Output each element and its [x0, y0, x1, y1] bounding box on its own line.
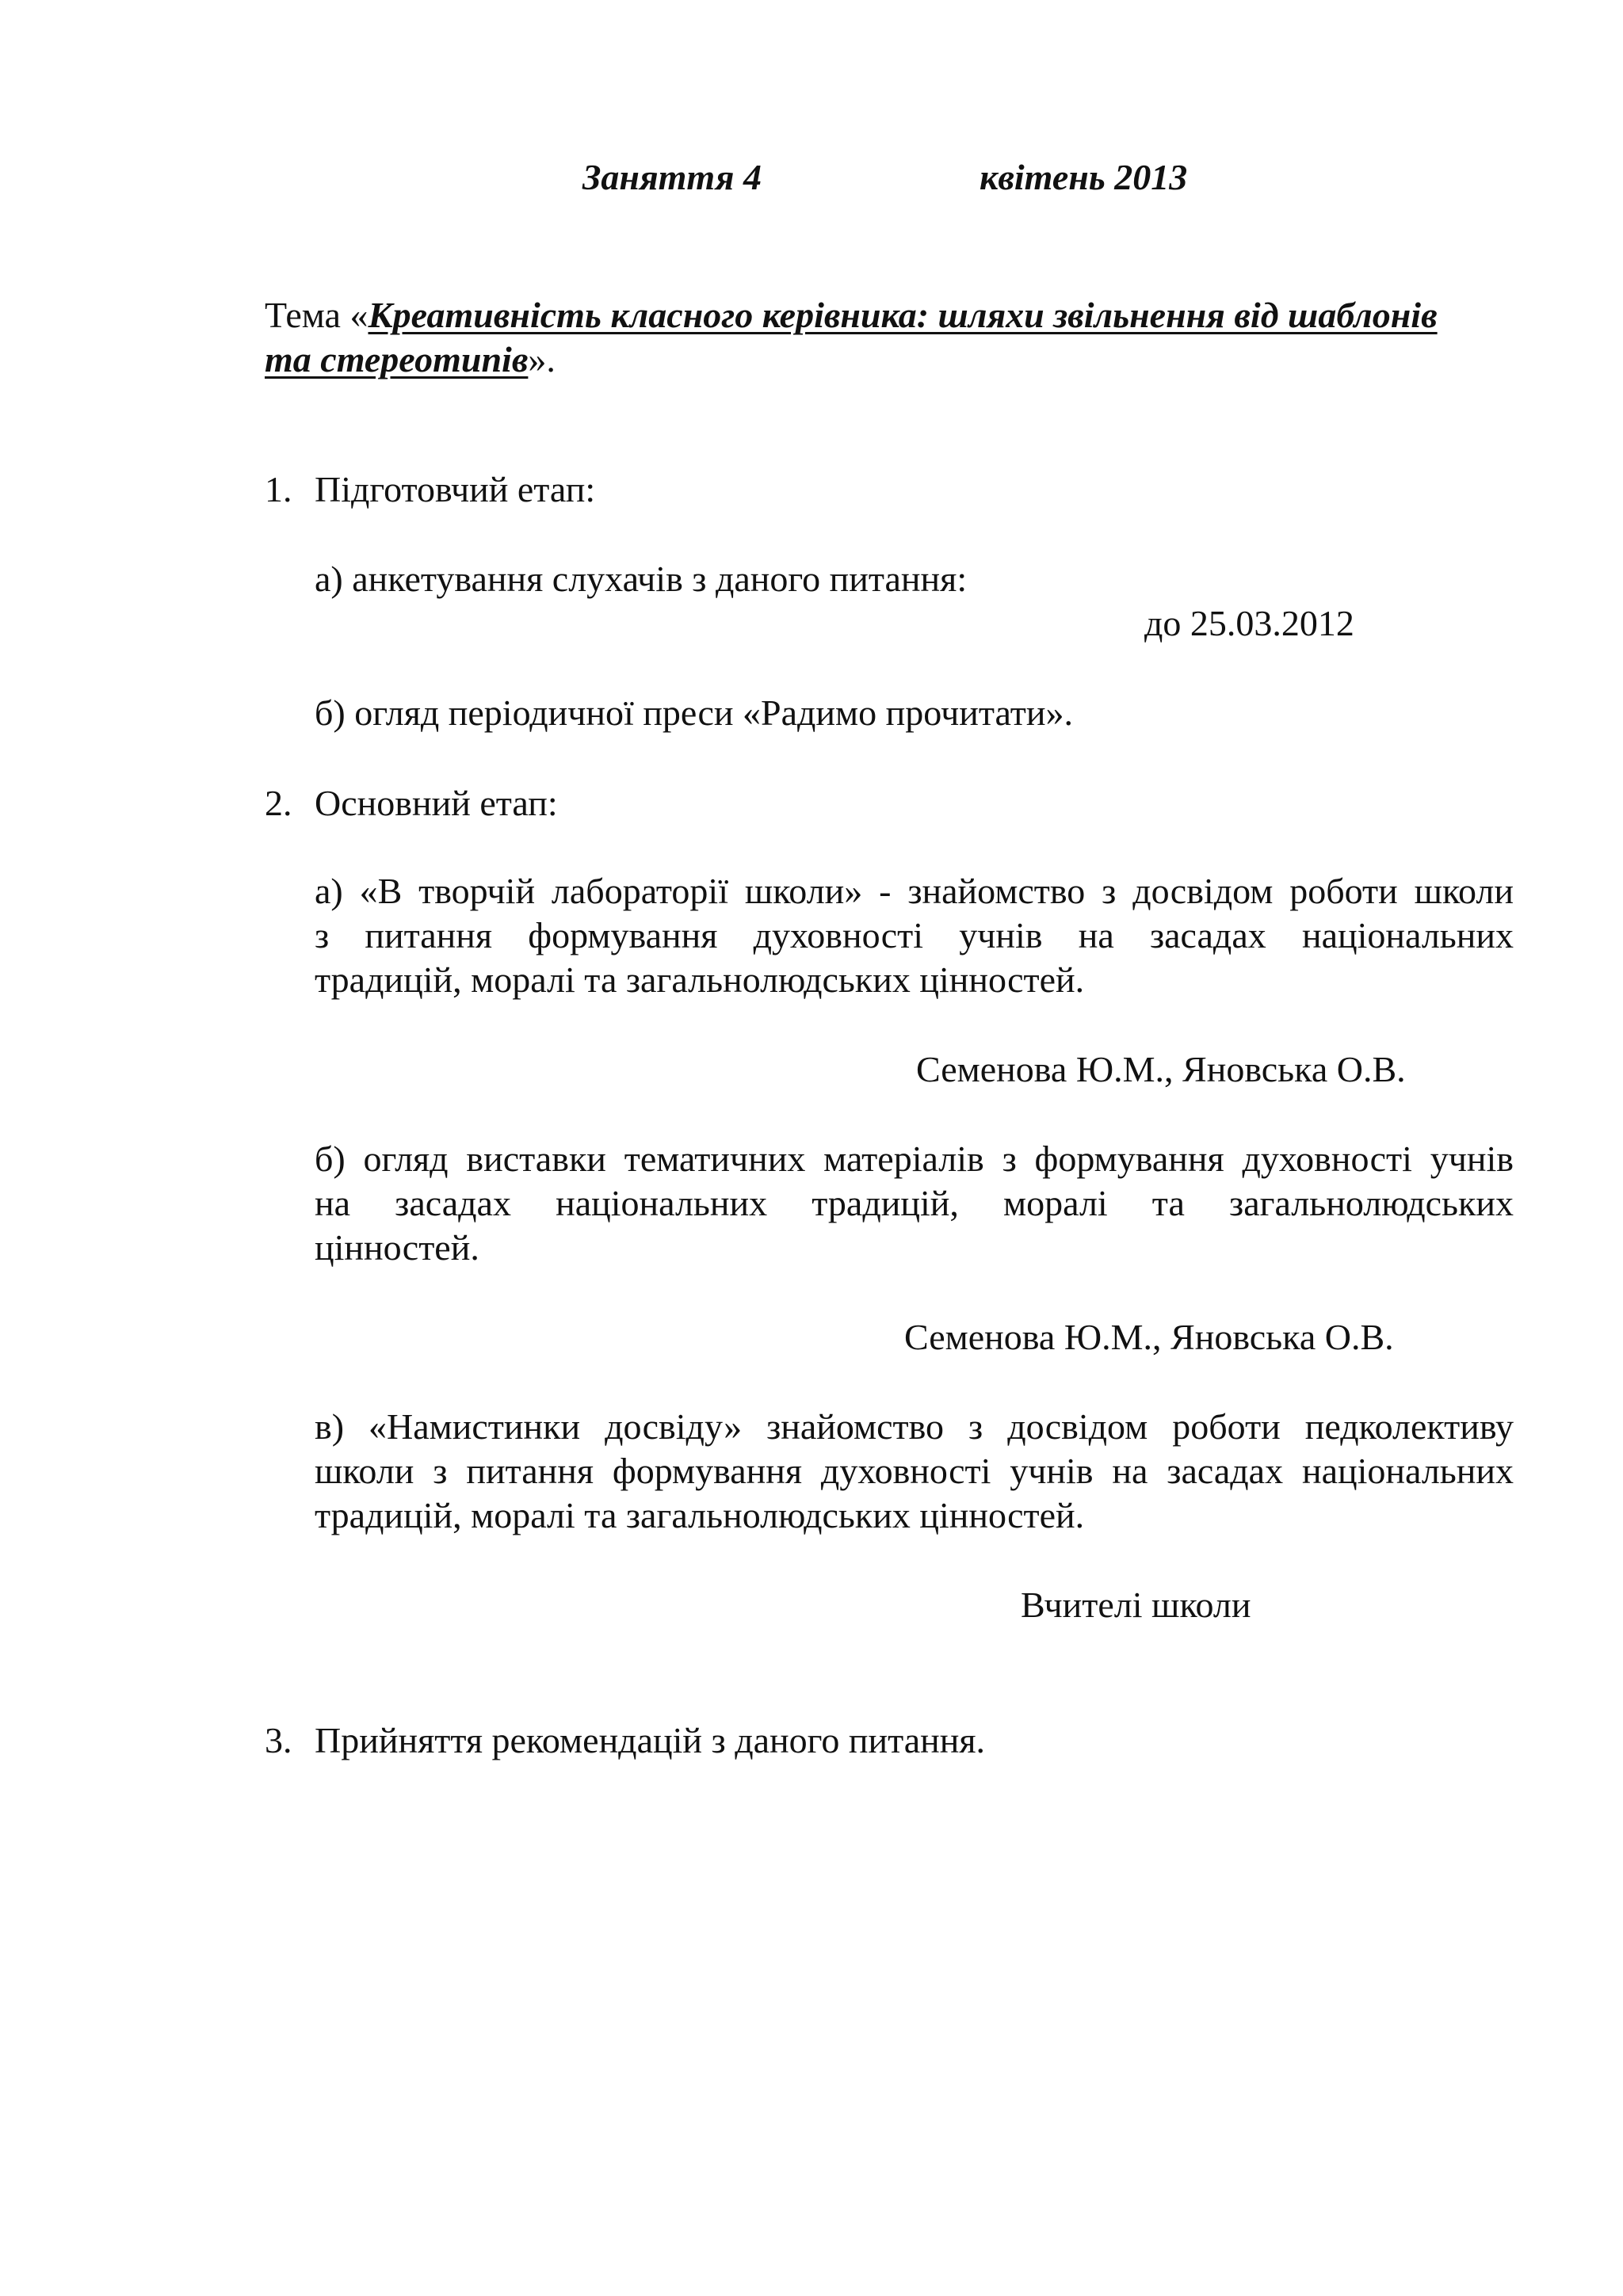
item-1-number: 1. [265, 469, 292, 509]
item-1-heading: Підготовчий етап: [315, 469, 596, 509]
item-2-number: 2. [265, 783, 292, 823]
topic-line-1 [265, 293, 1438, 338]
item-2-heading: Основний етап: [315, 783, 558, 823]
item-2c-paragraph [315, 1405, 1514, 1538]
item-3-heading: Прийняття рекомендацій з даного питання. [315, 1720, 986, 1760]
topic-prefix: Тема « [265, 295, 369, 335]
topic-title-part-1: Креативність класного керівника: шляхи звільнення від шаблонів [368, 295, 1438, 335]
item-2b-line: на засадах національних традицій, моралі та загальнолюдських [315, 1183, 1514, 1223]
item-2a-line: традицій, моралі та загальнолюдських цінностей. [315, 959, 1085, 1000]
item-2b-paragraph [315, 1137, 1514, 1270]
item-2a-responsible: Семенова Ю.М., Яновська О.В. [916, 1049, 1406, 1089]
item-1b-text: б) огляд періодичної преси «Радимо прочитати». [315, 692, 1073, 733]
item-1a-text: а) анкетування слухачів з даного питання: [315, 559, 968, 599]
topic-line-2 [265, 338, 556, 382]
item-2a-paragraph [315, 869, 1514, 1002]
item-2c-line: традицій, моралі та загальнолюдських цінностей. [315, 1495, 1085, 1535]
item-2c-responsible: Вчителі школи [1021, 1585, 1251, 1625]
item-2c-line: школи з питання формування духовності учнів на засадах національних [315, 1451, 1514, 1491]
item-2c-line: в) «Намистинки досвіду» знайомство з досвідом роботи педколективу [315, 1406, 1514, 1447]
topic-title-part-2: та стереотипів [265, 339, 529, 379]
item-2b-line: цінностей. [315, 1227, 479, 1268]
item-2b-line: б) огляд виставки тематичних матеріалів з формування духовності учнів [315, 1138, 1514, 1179]
session-title: Заняття 4 [582, 157, 762, 197]
item-2b-responsible: Семенова Ю.М., Яновська О.В. [904, 1317, 1394, 1357]
item-2a-line: а) «В творчій лабораторії школи» - знайомство з досвідом роботи школи [315, 871, 1514, 911]
session-date: квітень 2013 [980, 157, 1188, 197]
item-1a-deadline: до 25.03.2012 [1144, 603, 1354, 643]
item-2a-line: з питання формування духовності учнів на засадах національних [315, 915, 1514, 955]
topic-suffix: ». [528, 339, 556, 379]
item-3-number: 3. [265, 1720, 292, 1760]
